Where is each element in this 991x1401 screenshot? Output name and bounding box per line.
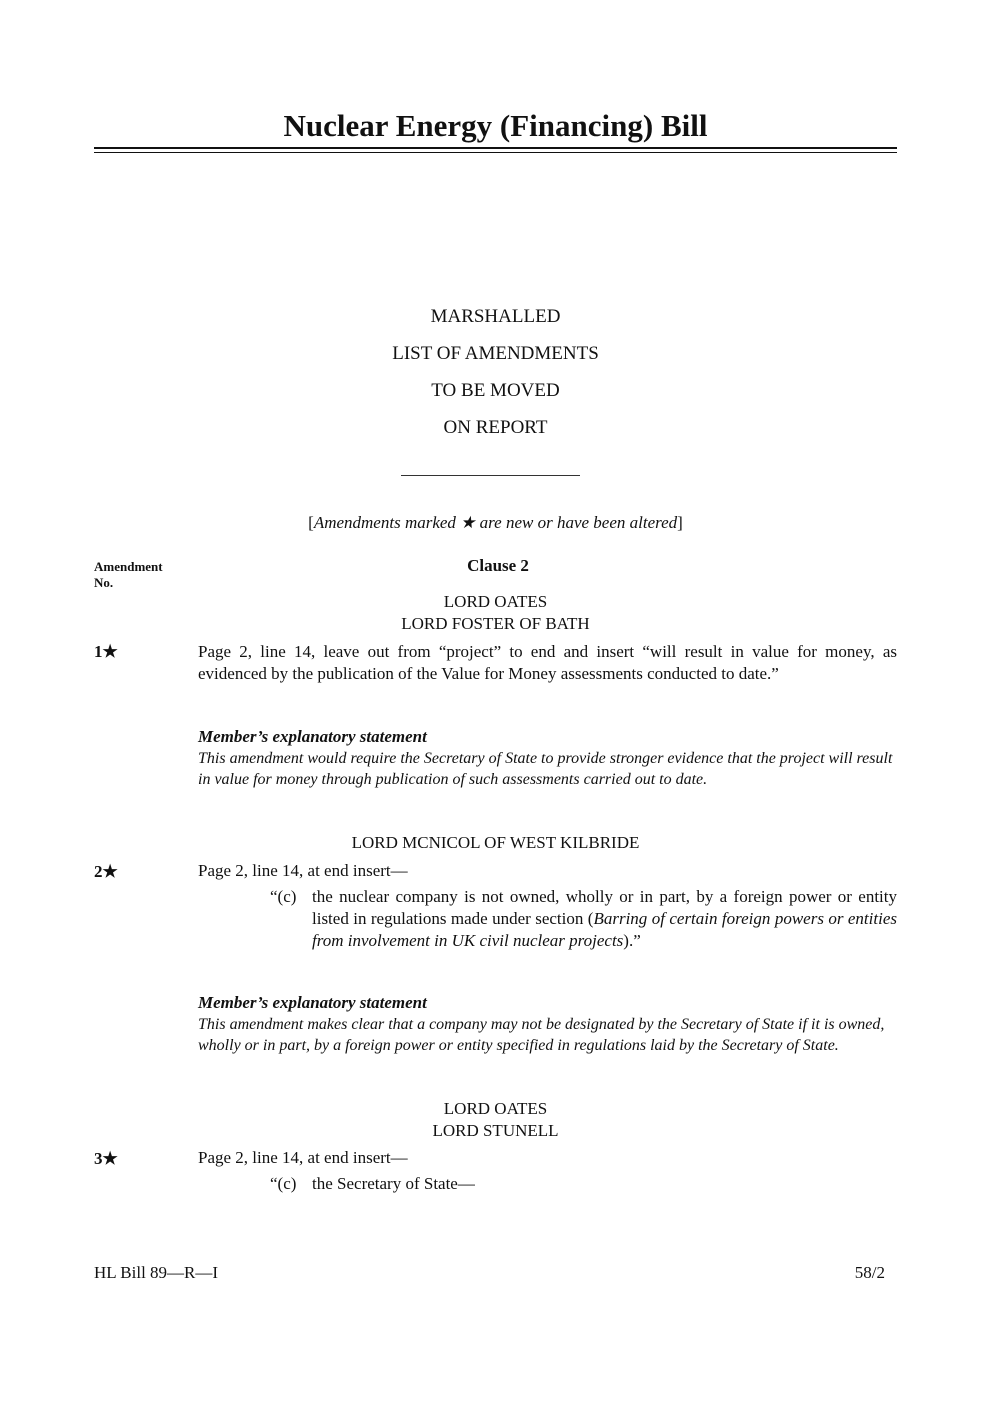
heading-line-4: ON REPORT bbox=[443, 417, 548, 438]
document-title: Nuclear Energy (Financing) Bill bbox=[283, 108, 708, 143]
sponsor-name: LORD OATES bbox=[443, 592, 548, 611]
note-open-bracket: [ bbox=[308, 513, 314, 532]
amendment-2-statement: This amendment makes clear that a company may not be designated by the Secretary of State if it is owned, wholly or in part, by a foreign power or entity specified in regulations laid by the Secretary of State. bbox=[198, 1016, 885, 1054]
title-rule-thick bbox=[94, 147, 897, 149]
amendment-number-column-label bbox=[94, 559, 194, 591]
amendment-3-text: Page 2, line 14, at end insert— bbox=[198, 1148, 408, 1167]
amendment-1-statement-heading: Member’s explanatory statement bbox=[198, 727, 427, 746]
page-reference: 58/2 bbox=[854, 1263, 885, 1282]
amendment-2-number: 2★ bbox=[94, 862, 118, 881]
heading-line-3: TO BE MOVED bbox=[431, 380, 560, 401]
amendment-2-statement-heading: Member’s explanatory statement bbox=[198, 993, 427, 1012]
column-label-line-2: No. bbox=[94, 575, 114, 590]
inserted-text-part-a: the Secretary of State— bbox=[312, 1174, 475, 1193]
note-close-bracket: ] bbox=[677, 513, 683, 532]
heading-line-2: LIST OF AMENDMENTS bbox=[392, 343, 599, 364]
amendment-1-statement: This amendment would require the Secretary of State to provide stronger evidence that the project will result in value for money through publication of such assessments carried out to date. bbox=[198, 750, 893, 788]
heading-line-1: MARSHALLED bbox=[430, 306, 561, 327]
amendment-1-sponsors bbox=[94, 591, 897, 635]
amendment-2-text: Page 2, line 14, at end insert— bbox=[198, 861, 408, 880]
inserted-text-section-title: Barring of certain foreign powers or entities from involvement in UK civil nuclear projects bbox=[312, 909, 897, 950]
amendments-note bbox=[94, 513, 897, 533]
inserted-paragraph-label: “(c) bbox=[270, 887, 297, 906]
amendment-3-sponsors bbox=[94, 1098, 897, 1142]
sponsor-name: LORD STUNELL bbox=[432, 1121, 559, 1140]
amendment-3-number: 3★ bbox=[94, 1149, 118, 1168]
sponsor-name: LORD MCNICOL OF WEST KILBRIDE bbox=[351, 833, 640, 852]
inserted-paragraph-label: “(c) bbox=[270, 1174, 297, 1193]
bill-reference: HL Bill 89—R—I bbox=[94, 1263, 219, 1282]
amendment-1-text: Page 2, line 14, leave out from “project” to end and insert “will result in value for money, as evidenced by the publication of the Value for Money assessments conducted to date.” bbox=[198, 642, 897, 683]
sponsor-name: LORD OATES bbox=[443, 1099, 548, 1118]
inserted-text-part-a: the nuclear company is not owned, wholly or in part, by a foreign power or entity listed in regulations made under section ( bbox=[312, 887, 897, 928]
column-label-line-1: Amendment bbox=[94, 559, 163, 574]
amendment-3-inserted-paragraph bbox=[270, 1173, 897, 1195]
amendment-2-sponsors bbox=[94, 832, 897, 854]
inserted-text-part-b: ).” bbox=[623, 931, 641, 950]
clause-heading: Clause 2 bbox=[467, 556, 529, 575]
title-rule-thin bbox=[94, 152, 897, 153]
amendment-1-number: 1★ bbox=[94, 642, 118, 661]
sponsor-name: LORD FOSTER OF BATH bbox=[401, 614, 590, 633]
heading-divider bbox=[401, 475, 580, 476]
amendment-2-inserted-paragraph bbox=[270, 886, 897, 952]
note-text: Amendments marked ★ are new or have been altered bbox=[313, 513, 678, 532]
